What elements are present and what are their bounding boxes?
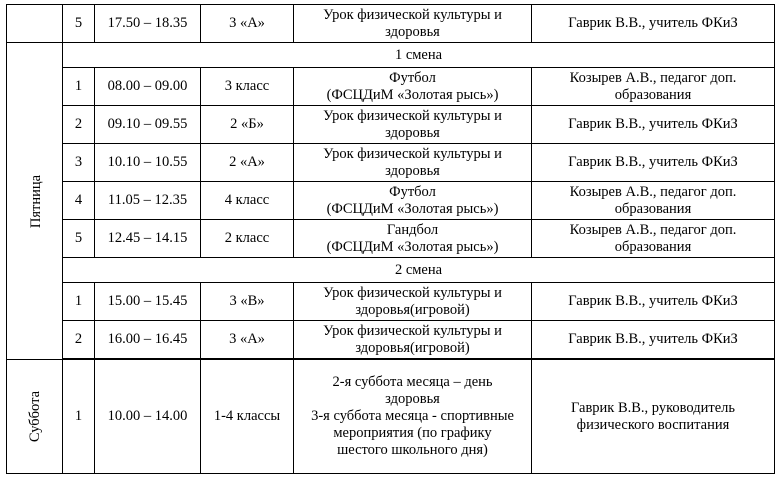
lesson-teacher: Гаврик В.В., руководитель физического воспитания — [532, 360, 775, 474]
lesson-class: 2 «Б» — [201, 106, 294, 144]
lesson-time: 15.00 – 15.45 — [95, 283, 201, 321]
lesson-teacher: Гаврик В.В., учитель ФКиЗ — [532, 283, 775, 321]
day-cell-friday — [7, 43, 63, 360]
lesson-teacher: Козырев А.В., педагог доп. образования — [532, 220, 775, 258]
lesson-activity: Урок физической культуры и здоровья(игровой) — [294, 321, 532, 359]
lesson-class: 3 «В» — [201, 283, 294, 321]
lesson-number: 5 — [63, 220, 95, 258]
lesson-activity: Урок физической культуры и здоровья — [294, 106, 532, 144]
table-row — [7, 321, 775, 359]
table-row — [7, 360, 775, 474]
table-row — [7, 182, 775, 220]
lesson-number: 2 — [63, 321, 95, 359]
lesson-class: 3 «А» — [201, 321, 294, 359]
lesson-number: 5 — [63, 5, 95, 43]
day-cell-saturday — [7, 360, 63, 474]
lesson-number: 4 — [63, 182, 95, 220]
lesson-class: 3 «А» — [201, 5, 294, 43]
lesson-number: 1 — [63, 360, 95, 474]
lesson-number: 1 — [63, 283, 95, 321]
table-row — [7, 283, 775, 321]
lesson-class: 2 класс — [201, 220, 294, 258]
lesson-time: 17.50 – 18.35 — [95, 5, 201, 43]
shift-row — [7, 43, 775, 68]
lesson-teacher: Гаврик В.В., учитель ФКиЗ — [532, 5, 775, 43]
lesson-time: 08.00 – 09.00 — [95, 68, 201, 106]
lesson-time: 10.00 – 14.00 — [95, 360, 201, 474]
lesson-teacher: Козырев А.В., педагог доп. образования — [532, 182, 775, 220]
day-label: Пятница — [28, 174, 45, 228]
lesson-activity: Футбол (ФСЦДиМ «Золотая рысь») — [294, 68, 532, 106]
day-cell-empty — [7, 5, 63, 43]
lesson-teacher: Гаврик В.В., учитель ФКиЗ — [532, 106, 775, 144]
table-row — [7, 68, 775, 106]
lesson-activity: Гандбол (ФСЦДиМ «Золотая рысь») — [294, 220, 532, 258]
lesson-activity: Урок физической культуры и здоровья — [294, 144, 532, 182]
shift-row — [7, 258, 775, 283]
lesson-class: 4 класс — [201, 182, 294, 220]
shift-label: 2 смена — [63, 258, 775, 283]
table-row — [7, 106, 775, 144]
lesson-number: 2 — [63, 106, 95, 144]
lesson-class: 1-4 классы — [201, 360, 294, 474]
lesson-activity: 2-я суббота месяца – день здоровья 3-я суббота месяца - спортивные мероприятия (по графику шестого школьного дня) — [294, 360, 532, 474]
day-label: Суббота — [27, 390, 44, 443]
lesson-number: 3 — [63, 144, 95, 182]
lesson-time: 11.05 – 12.35 — [95, 182, 201, 220]
lesson-teacher: Гаврик В.В., учитель ФКиЗ — [532, 144, 775, 182]
schedule-table — [6, 4, 775, 474]
lesson-activity: Футбол (ФСЦДиМ «Золотая рысь») — [294, 182, 532, 220]
lesson-activity: Урок физической культуры и здоровья — [294, 5, 532, 43]
shift-label: 1 смена — [63, 43, 775, 68]
lesson-class: 3 класс — [201, 68, 294, 106]
lesson-class: 2 «А» — [201, 144, 294, 182]
lesson-number: 1 — [63, 68, 95, 106]
lesson-teacher: Козырев А.В., педагог доп. образования — [532, 68, 775, 106]
table-row — [7, 5, 775, 43]
lesson-activity: Урок физической культуры и здоровья(игровой) — [294, 283, 532, 321]
lesson-time: 16.00 – 16.45 — [95, 321, 201, 359]
lesson-time: 09.10 – 09.55 — [95, 106, 201, 144]
lesson-teacher: Гаврик В.В., учитель ФКиЗ — [532, 321, 775, 359]
table-row — [7, 144, 775, 182]
lesson-time: 12.45 – 14.15 — [95, 220, 201, 258]
table-row — [7, 220, 775, 258]
lesson-time: 10.10 – 10.55 — [95, 144, 201, 182]
